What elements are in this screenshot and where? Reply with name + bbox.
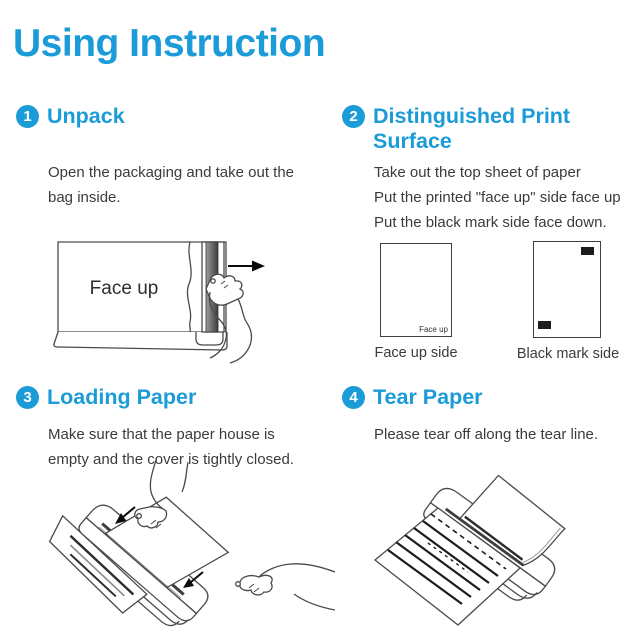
step-loading-paper [16, 385, 326, 472]
page-title: Using Instruction [13, 22, 326, 65]
step-1-body-line: bag inside. [48, 189, 121, 206]
step-4-heading [342, 385, 640, 410]
face-up-sheet [380, 243, 452, 337]
step-1-body-line: Open the packaging and take out the [48, 164, 295, 181]
package-tab [196, 332, 223, 345]
box-face-up-label: Face up [89, 278, 159, 299]
step-1-heading [16, 104, 326, 129]
step-1-body [48, 160, 326, 210]
step-3-body-line: Make sure that the paper house is [48, 426, 275, 443]
tear-paper-illustration [368, 448, 632, 638]
loading-paper-illustration [35, 460, 335, 638]
step-2-body [374, 160, 640, 235]
step-distinguished-print-surface [342, 104, 640, 235]
sheet-face-up-label: Face up [419, 325, 448, 334]
step-2-body-line: Put the black mark side face down. [374, 214, 607, 231]
step-4-body [374, 422, 640, 447]
step-2-title: Distinguished Print Surface [373, 104, 571, 153]
step-3-heading [16, 385, 326, 410]
pull-arrow-icon [228, 261, 265, 272]
step-2-body-line: Take out the top sheet of paper [374, 164, 581, 181]
black-mark-bottom-left [538, 321, 551, 329]
step-4-number-badge: 4 [342, 386, 365, 409]
step-2-body-line: Put the printed "face up" side face up [374, 189, 621, 206]
black-mark-side-caption: Black mark side [516, 346, 620, 362]
black-mark-sheet [533, 241, 601, 338]
step-3-body-line: empty and the cover is tightly closed. [48, 451, 294, 468]
step-4-title: Tear Paper [373, 385, 483, 409]
hand-right [236, 564, 335, 610]
face-up-side-caption: Face up side [374, 345, 458, 361]
step-tear-paper [342, 385, 640, 447]
step-4-body-line: Please tear off along the tear line. [374, 426, 599, 443]
unpack-illustration [40, 228, 290, 378]
step-1-title: Unpack [47, 104, 125, 128]
black-mark-top-right [581, 247, 594, 255]
step-1-number-badge: 1 [16, 105, 39, 128]
step-unpack [16, 104, 326, 210]
step-3-number-badge: 3 [16, 386, 39, 409]
step-3-title: Loading Paper [47, 385, 197, 409]
step-2-heading [342, 104, 640, 154]
step-2-number-badge: 2 [342, 105, 365, 128]
